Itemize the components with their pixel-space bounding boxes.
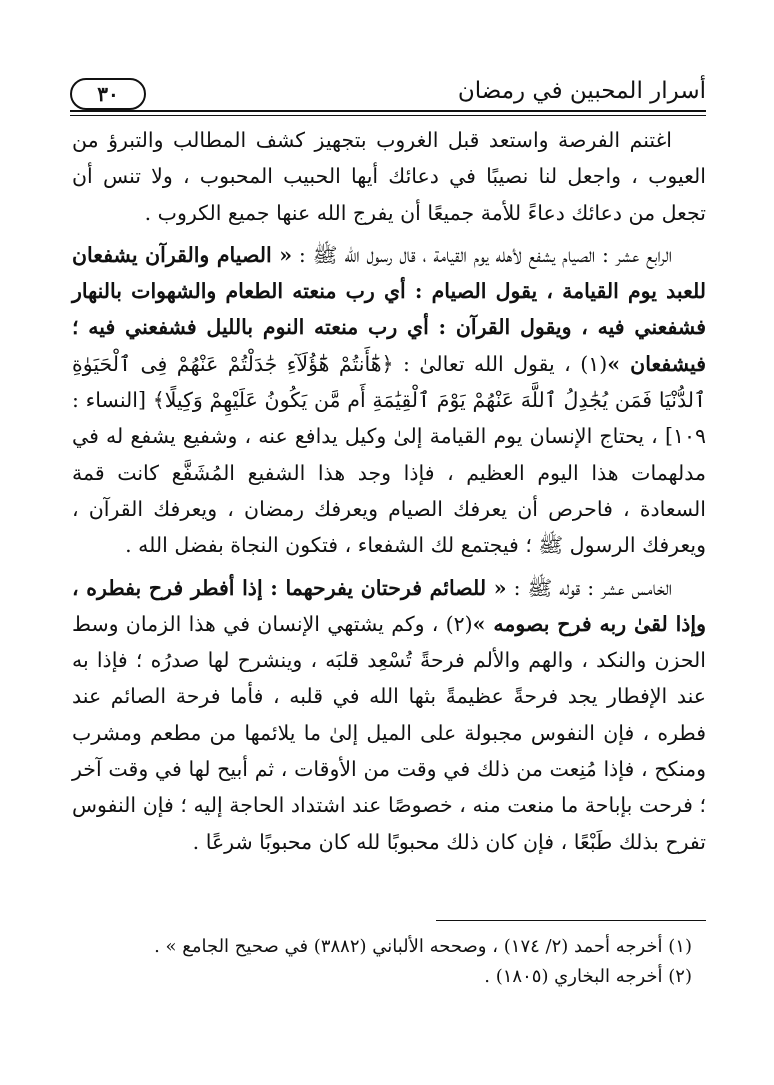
footnote-2: (٢) أخرجه البخاري (١٨٠٥) . xyxy=(484,966,692,987)
text-segment: الخامس عشر : قوله ﷺ : xyxy=(506,575,672,600)
footnote-ref: (١) ، يقول الله تعالىٰ : xyxy=(393,351,608,376)
hadith-quote: « للصائم فرحتان يفرحهما : إذا أفطر فرح بفطره ، وإذا لقىٰ ربه فرح بصومه » xyxy=(72,575,706,636)
page-header xyxy=(70,72,706,112)
footnote-1: (١) أخرجه أحمد (٢/ ١٧٤) ، وصححه الألباني (٣٨٨٢) في صحيح الجامع » . xyxy=(154,936,692,957)
header-rule-thin xyxy=(70,115,706,116)
page-number-badge: ٣٠ xyxy=(70,78,146,110)
header-rule xyxy=(70,110,706,112)
footnotes xyxy=(72,932,692,992)
running-title: أسرار المحبين في رمضان xyxy=(457,78,706,104)
text-segment: [النساء : ١٠٩] ، يحتاج الإنسان يوم القيامة إلىٰ وكيل يدافع عنه ، وشفيع يشفع له في مدلهمات هذا اليوم العظيم ، فإذا وجد هذا الشفيع المُشَفَّع كانت قمة السعادة ، فاحرص أن يعرفك الصيام ويعرفك رمضان ، ويعرفك القرآن ، ويعرفك الرسول ﷺ ؛ فيجتمع لك الشفعاء ، فتكون النجاة بفضل الله . xyxy=(72,388,706,558)
body-text xyxy=(72,122,706,866)
paragraph-3 xyxy=(72,570,706,860)
paragraph-2 xyxy=(72,237,706,564)
text-segment: اغتنم الفرصة واستعد قبل الغروب بتجهيز كشف المطالب والتبرؤ من العيوب ، واجعل لنا نصيبًا في دعائك أيها الحبيب المحبوب ، ولا تنس أن تجعل من دعائك دعاءً للأمة جميعًا أن يفرج الله عنها جميع الكروب . xyxy=(72,128,706,225)
text-segment: (٢) ، وكم يشتهي الإنسان في هذا الزمان وسط الحزن والنكد ، والهم والألم فرحةً تُسْعِد قلبَه ، وينشرح لها صدرُه ؛ فإذا به عند الإفطار يجد فرحةً عظيمةً بثها الله في قلبه ، فأما فرحة الصائم عند فطره ، فإن النفوس مجبولة على الميل إلىٰ ما يلائمها من مطعم ومشرب ومنكح ، فإذا مُنِعت من ذلك في وقت من الأوقات ، ثم أبيح لها في وقت آخر ؛ فرحت بإباحة ما منعت منه ، خصوصًا عند اشتداد الحاجة إليه ؛ فإن النفوس تفرح بذلك طَبْعًا ، فإن كان ذلك محبوبًا لله كان محبوبًا شرعًا . xyxy=(72,611,706,854)
text-segment: الرابع عشر : الصيام يشفع لأهله يوم القيامة ، قال رسول الله ﷺ : xyxy=(292,242,672,267)
paragraph-1 xyxy=(72,122,706,231)
quran-verse: ﴿هَٰٓأَنتُمْ هَٰٓؤُلَآءِ جَٰدَلْتُمْ عَنْهُمْ فِى ٱلْحَيَوٰةِ ٱلدُّنْيَا فَمَن يُجَٰدِلُ ٱللَّهَ عَنْهُمْ يَوْمَ ٱلْقِيَٰمَةِ أَم مَّن يَكُونُ عَلَيْهِمْ وَكِيلًا﴾ xyxy=(72,351,706,413)
hadith-quote: « الصيام والقرآن يشفعان للعبد يوم القيامة ، يقول الصيام : أي رب منعته الطعام والشهوات بالنهار فشفعني فيه ، ويقول القرآن : أي رب منعته النوم بالليل فشفعني فيه ؛ فيشفعان » xyxy=(72,242,706,376)
footnote-rule xyxy=(436,920,706,921)
